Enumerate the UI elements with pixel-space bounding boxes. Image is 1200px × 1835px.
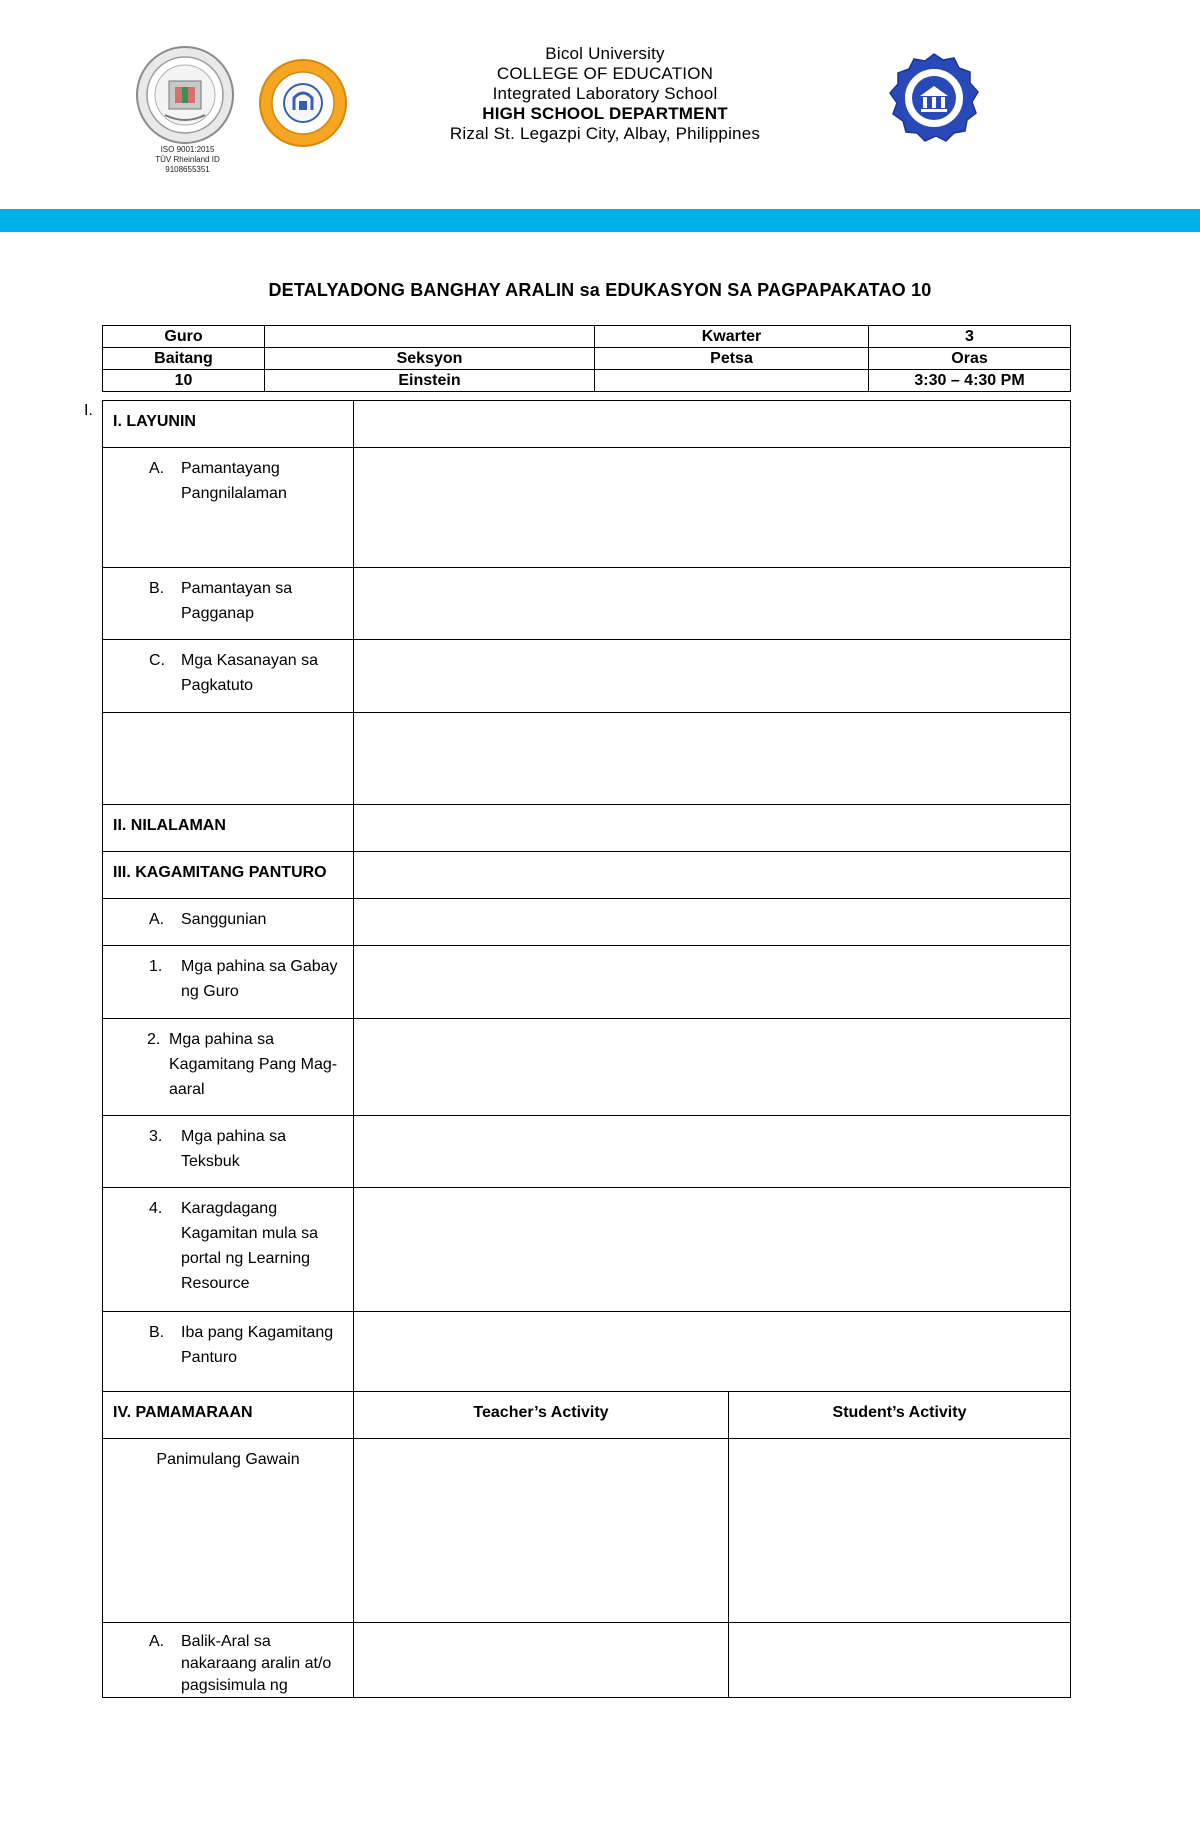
iso-caption (135, 145, 240, 175)
row-pamantayan-pagganap (103, 568, 1071, 640)
learning-resource-answer[interactable] (354, 1188, 1071, 1312)
pangnilalaman-label (103, 448, 354, 568)
item-text: Sanggunian (181, 911, 267, 928)
student-activity-header: Student’s Activity (729, 1392, 1071, 1439)
blank-label (103, 713, 354, 805)
iso-line-1: ISO 9001:2015 (160, 145, 215, 154)
nilalaman-heading: II. NILALAMAN (103, 805, 354, 852)
kwarter-label: Kwarter (595, 326, 869, 348)
department-name: HIGH SCHOOL DEPARTMENT (482, 104, 728, 123)
row-pamamaraan (103, 1392, 1071, 1439)
item-marker: 3. (149, 1128, 163, 1145)
pagganap-label (103, 568, 354, 640)
nilalaman-answer[interactable] (354, 805, 1071, 852)
balik-aral-teacher-answer[interactable] (354, 1623, 729, 1698)
bicol-university-logo (135, 45, 265, 175)
row-balik-aral (103, 1623, 1071, 1698)
row-gabay-guro (103, 946, 1071, 1019)
row-learning-resource (103, 1188, 1071, 1312)
integrated-laboratory-school-logo (888, 52, 980, 144)
row-kagamitang-mag-aaral (103, 1019, 1071, 1116)
gabay-guro-answer[interactable] (354, 946, 1071, 1019)
info-row-values (103, 370, 1071, 392)
item-marker: 4. (149, 1200, 163, 1217)
school-name: Integrated Laboratory School (492, 84, 718, 103)
item-text: Mga Kasanayan sa Pagkatuto (181, 652, 318, 694)
balik-aral-label (103, 1623, 354, 1698)
teksbuk-answer[interactable] (354, 1116, 1071, 1188)
iba-pang-kagamitan-label (103, 1312, 354, 1392)
petsa-value[interactable] (595, 370, 869, 392)
teacher-activity-header: Teacher’s Activity (354, 1392, 729, 1439)
oras-value[interactable]: 3:30 – 4:30 PM (869, 370, 1071, 392)
panimulang-gawain-label: Panimulang Gawain (103, 1439, 354, 1623)
layunin-answer[interactable] (354, 401, 1071, 448)
row-iba-pang-kagamitan (103, 1312, 1071, 1392)
item-text: Mga pahina sa Teksbuk (181, 1128, 286, 1170)
college-seal-icon (258, 58, 348, 148)
college-name: COLLEGE OF EDUCATION (496, 64, 714, 83)
university-seal-icon (135, 45, 235, 145)
lesson-info-table (102, 325, 1071, 392)
iba-pang-kagamitan-answer[interactable] (354, 1312, 1071, 1392)
guro-value[interactable] (265, 326, 595, 348)
pagganap-answer[interactable] (354, 568, 1071, 640)
document-title: DETALYADONG BANGHAY ARALIN sa EDUKASYON SA PAGPAPAKATAO 10 (268, 280, 932, 300)
kagamitan-heading: III. KAGAMITANG PANTURO (103, 852, 354, 899)
petsa-label: Petsa (595, 348, 869, 370)
school-header (400, 44, 810, 144)
info-row-labels (103, 348, 1071, 370)
panimulang-student-answer[interactable] (729, 1439, 1071, 1623)
sanggunian-answer[interactable] (354, 899, 1071, 946)
item-marker: B. (149, 1324, 165, 1341)
pagkatuto-answer[interactable] (354, 640, 1071, 713)
seksyon-label: Seksyon (265, 348, 595, 370)
item-text: Pamantayang Pangnilalaman (181, 460, 287, 502)
item-text: Iba pang Kagamitang Panturo (181, 1324, 334, 1366)
item-marker: 1. (149, 958, 163, 975)
university-name: Bicol University (545, 44, 665, 63)
oras-label: Oras (869, 348, 1071, 370)
row-kagamitang-panturo (103, 852, 1071, 899)
item-marker: A. (149, 1633, 165, 1650)
laboratory-school-seal-icon (888, 52, 980, 144)
guro-label: Guro (103, 326, 265, 348)
item-text: Mga pahina sa Kagamitang Pang Mag-aaral (169, 1031, 338, 1098)
lesson-plan-form (102, 400, 1071, 1698)
teksbuk-label (103, 1116, 354, 1188)
baitang-label: Baitang (103, 348, 265, 370)
row-pamantayang-pangnilalaman (103, 448, 1071, 568)
item-text: Balik-Aral sa nakaraang aralin at/o pagsisimula ng (181, 1633, 332, 1694)
seksyon-value[interactable]: Einstein (265, 370, 595, 392)
item-marker: C. (149, 652, 165, 669)
pangnilalaman-answer[interactable] (354, 448, 1071, 568)
kagamitang-mag-aaral-answer[interactable] (354, 1019, 1071, 1116)
row-blank (103, 713, 1071, 805)
row-panimulang-gawain (103, 1439, 1071, 1623)
baitang-value[interactable]: 10 (103, 370, 265, 392)
item-text: Mga pahina sa Gabay ng Guro (181, 958, 338, 1000)
blank-answer[interactable] (354, 713, 1071, 805)
college-of-education-logo (258, 58, 348, 148)
balik-aral-student-answer[interactable] (729, 1623, 1071, 1698)
item-marker: 2. (147, 1031, 161, 1048)
info-row-guro (103, 326, 1071, 348)
header-accent-band (0, 209, 1200, 232)
learning-resource-label (103, 1188, 354, 1312)
row-sanggunian (103, 899, 1071, 946)
row-layunin (103, 401, 1071, 448)
row-nilalaman (103, 805, 1071, 852)
item-marker: B. (149, 580, 165, 597)
roman-numeral-marker: I. (84, 402, 93, 419)
item-marker: A. (149, 911, 165, 928)
kwarter-value[interactable]: 3 (869, 326, 1071, 348)
item-text: Pamantayan sa Pagganap (181, 580, 293, 622)
panimulang-teacher-answer[interactable] (354, 1439, 729, 1623)
pamamaraan-heading: IV. PAMAMARAAN (103, 1392, 354, 1439)
iso-line-2: TÜV Rheinland ID 9108655351 (155, 155, 220, 174)
row-kasanayan-pagkatuto (103, 640, 1071, 713)
item-marker: A. (149, 460, 165, 477)
school-address: Rizal St. Legazpi City, Albay, Philippines (449, 124, 761, 143)
kagamitang-mag-aaral-label (103, 1019, 354, 1116)
layunin-heading: I. LAYUNIN (103, 401, 354, 448)
item-text: Karagdagang Kagamitan mula sa portal ng Learning Resource (181, 1200, 318, 1292)
gabay-guro-label (103, 946, 354, 1019)
row-teksbuk (103, 1116, 1071, 1188)
sanggunian-label (103, 899, 354, 946)
kagamitan-answer[interactable] (354, 852, 1071, 899)
pagkatuto-label (103, 640, 354, 713)
